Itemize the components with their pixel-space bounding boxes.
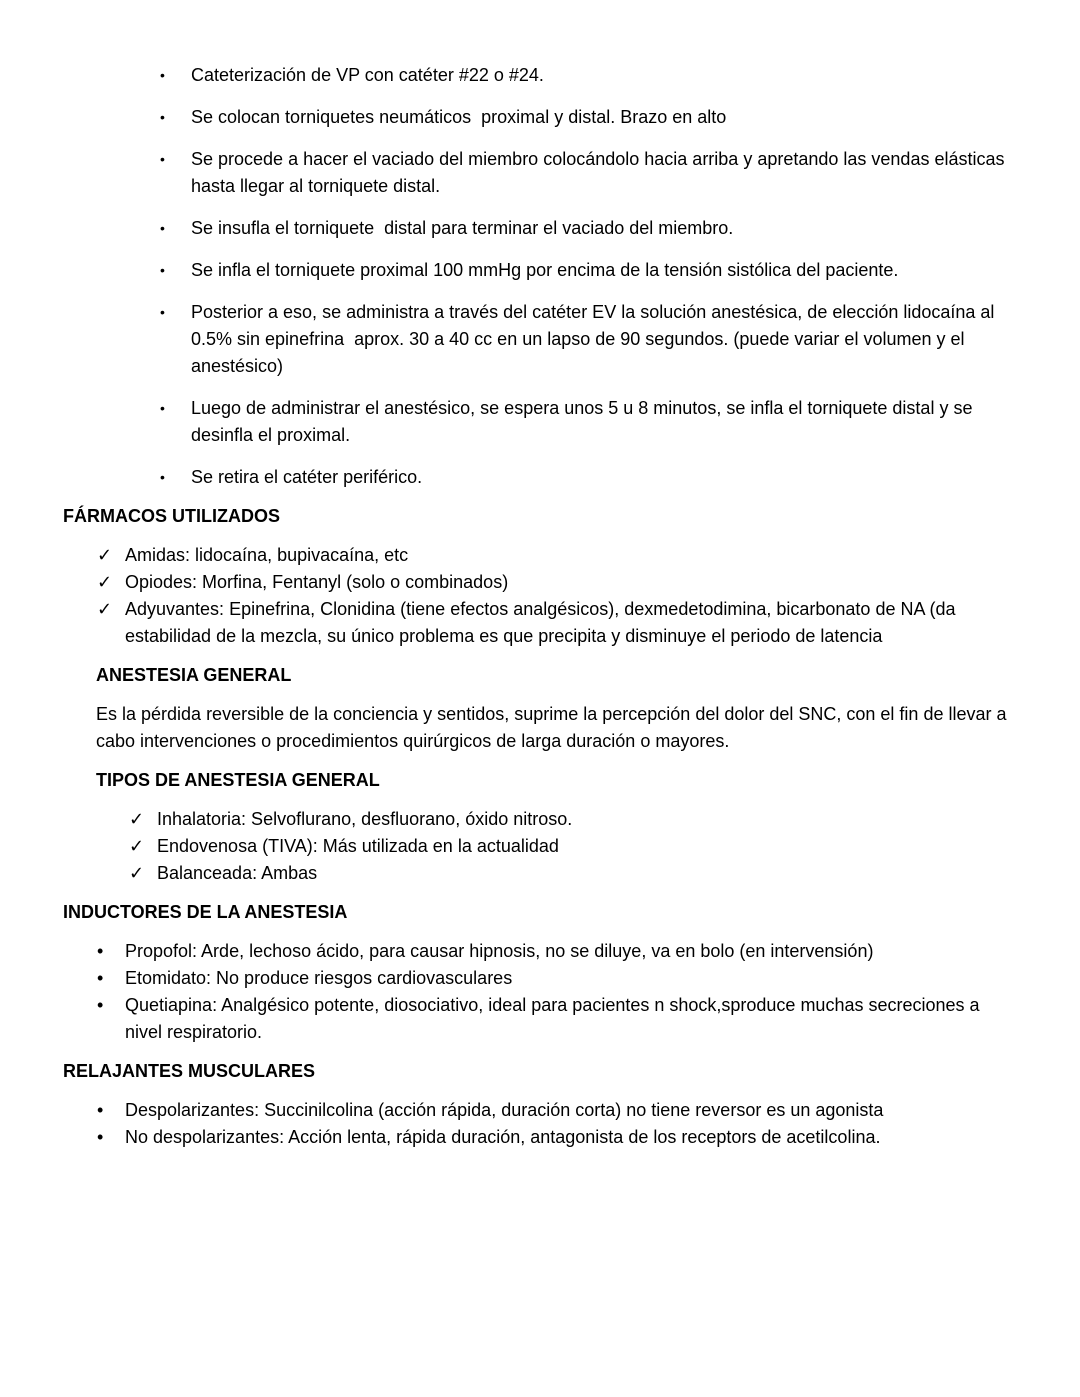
list-item bbox=[160, 104, 1017, 131]
tipos-check-list bbox=[129, 806, 1017, 887]
checkmark-icon: ✓ bbox=[97, 572, 113, 592]
list-item-text: Etomidato: No produce riesgos cardiovasculares bbox=[125, 968, 513, 988]
list-item bbox=[97, 596, 1017, 650]
list-item bbox=[97, 542, 1017, 569]
list-item-text: Quetiapina: Analgésico potente, diosociativo, ideal para pacientes n shock,sproduce muchas secreciones a nivel respiratorio. bbox=[125, 995, 985, 1042]
list-item bbox=[160, 257, 1017, 284]
bullet-icon: • bbox=[160, 220, 165, 236]
list-item-text: Amidas: lidocaína, bupivacaína, etc bbox=[125, 545, 409, 565]
procedure-bullet-list bbox=[160, 62, 1017, 491]
bullet-icon: • bbox=[97, 968, 104, 988]
list-item-text: Balanceada: Ambas bbox=[157, 863, 318, 883]
list-item-text: Propofol: Arde, lechoso ácido, para causar hipnosis, no se diluye, va en bolo (en intervensión) bbox=[125, 941, 874, 961]
heading-relajantes-musculares: RELAJANTES MUSCULARES bbox=[63, 1061, 316, 1081]
bullet-icon: • bbox=[160, 67, 165, 83]
list-item bbox=[97, 569, 1017, 596]
bullet-icon: • bbox=[160, 262, 165, 278]
list-item-text: Inhalatoria: Selvoflurano, desfluorano, óxido nitroso. bbox=[157, 809, 573, 829]
checkmark-icon: ✓ bbox=[129, 836, 145, 856]
list-item-text: Se colocan torniquetes neumáticos proximal y distal. Brazo en alto bbox=[191, 107, 727, 127]
list-item bbox=[129, 806, 1017, 833]
bullet-icon: • bbox=[160, 304, 165, 320]
list-item-text: Se procede a hacer el vaciado del miembro colocándolo hacia arriba y apretando las vendas elásticas hasta llegar al torniquete distal. bbox=[191, 149, 1010, 196]
list-item bbox=[160, 395, 1017, 449]
bullet-icon: • bbox=[97, 1127, 104, 1147]
list-item-text: Endovenosa (TIVA): Más utilizada en la actualidad bbox=[157, 836, 559, 856]
bullet-icon: • bbox=[160, 400, 165, 416]
list-item-text: Se retira el catéter periférico. bbox=[191, 467, 423, 487]
list-item bbox=[160, 299, 1017, 380]
list-item-text: Opiodes: Morfina, Fentanyl (solo o combinados) bbox=[125, 572, 509, 592]
list-item bbox=[160, 215, 1017, 242]
list-item bbox=[129, 833, 1017, 860]
list-item bbox=[97, 1124, 1017, 1151]
inductores-bullet-list bbox=[97, 938, 1017, 1046]
bullet-icon: • bbox=[97, 1100, 104, 1120]
list-item bbox=[129, 860, 1017, 887]
list-item bbox=[160, 464, 1017, 491]
list-item bbox=[97, 965, 1017, 992]
bullet-icon: • bbox=[97, 941, 104, 961]
bullet-icon: • bbox=[97, 995, 104, 1015]
list-item bbox=[97, 1097, 1017, 1124]
list-item-text: No despolarizantes: Acción lenta, rápida duración, antagonista de los receptors de acetilcolina. bbox=[125, 1127, 881, 1147]
relajantes-bullet-list bbox=[97, 1097, 1017, 1151]
list-item-text: Posterior a eso, se administra a través del catéter EV la solución anestésica, de elección lidocaína al 0.5% sin epinefrina aprox. 30 a 40 cc en un lapso de 90 segundos. (puede variar el volumen y el anestésico) bbox=[191, 302, 1000, 376]
checkmark-icon: ✓ bbox=[129, 809, 145, 829]
checkmark-icon: ✓ bbox=[97, 599, 113, 619]
bullet-icon: • bbox=[160, 469, 165, 485]
list-item bbox=[97, 938, 1017, 965]
checkmark-icon: ✓ bbox=[129, 863, 145, 883]
bullet-icon: • bbox=[160, 109, 165, 125]
farmacos-check-list bbox=[97, 542, 1017, 650]
list-item-text: Cateterización de VP con catéter #22 o #24. bbox=[191, 65, 544, 85]
list-item bbox=[160, 146, 1017, 200]
heading-farmacos-utilizados: FÁRMACOS UTILIZADOS bbox=[63, 506, 280, 526]
anestesia-general-paragraph: Es la pérdida reversible de la conciencia y sentidos, suprime la percepción del dolor del SNC, con el fin de llevar a cabo intervenciones o procedimientos quirúrgicos de larga duración o mayores. bbox=[96, 704, 1012, 751]
list-item bbox=[160, 62, 1017, 89]
list-item-text: Se infla el torniquete proximal 100 mmHg por encima de la tensión sistólica del paciente. bbox=[191, 260, 899, 280]
list-item bbox=[97, 992, 1017, 1046]
list-item-text: Se insufla el torniquete distal para terminar el vaciado del miembro. bbox=[191, 218, 734, 238]
checkmark-icon: ✓ bbox=[97, 545, 113, 565]
list-item-text: Adyuvantes: Epinefrina, Clonidina (tiene efectos analgésicos), dexmedetodimina, bicarbonato de NA (da estabilidad de la mezcla, su único problema es que precipita y disminuye el periodo de latencia bbox=[125, 599, 961, 646]
heading-anestesia-general: ANESTESIA GENERAL bbox=[96, 665, 292, 685]
bullet-icon: • bbox=[160, 151, 165, 167]
heading-inductores-anestesia: INDUCTORES DE LA ANESTESIA bbox=[63, 902, 348, 922]
list-item-text: Despolarizantes: Succinilcolina (acción rápida, duración corta) no tiene reversor es un agonista bbox=[125, 1100, 884, 1120]
list-item-text: Luego de administrar el anestésico, se espera unos 5 u 8 minutos, se infla el torniquete distal y se desinfla el proximal. bbox=[191, 398, 978, 445]
heading-tipos-anestesia-general: TIPOS DE ANESTESIA GENERAL bbox=[96, 770, 380, 790]
